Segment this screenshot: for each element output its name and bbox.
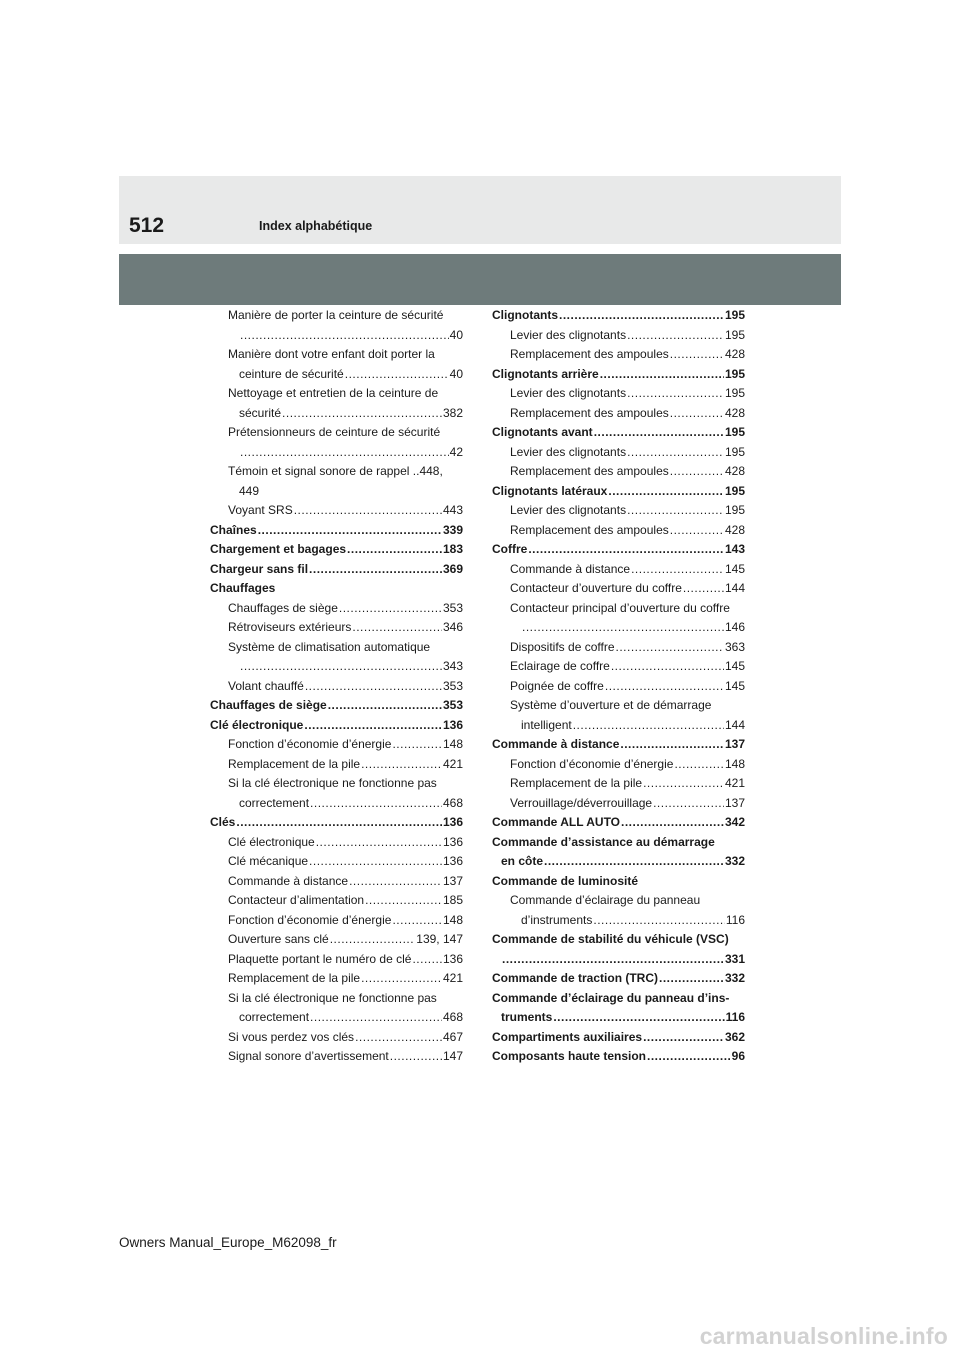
- index-entry-page: 332: [724, 854, 745, 868]
- index-entry: [492, 813, 745, 833]
- index-entry-label: Fonction d’économie d’énergie: [228, 737, 392, 751]
- header-bar: [119, 176, 841, 244]
- dot-leader: [643, 1028, 724, 1048]
- dot-leader: [236, 813, 442, 833]
- index-entry-label: Composants haute tension: [492, 1049, 647, 1063]
- index-entry-page: 421: [442, 756, 463, 771]
- page-number: 512: [129, 214, 165, 237]
- dot-leader: [528, 540, 724, 560]
- index-entry: [492, 950, 745, 970]
- index-entry: [210, 755, 463, 775]
- index-entry-page: 136: [442, 951, 463, 966]
- index-entry: [210, 560, 463, 580]
- index-entry: [210, 813, 463, 833]
- index-entry-page: 339: [442, 522, 463, 537]
- index-entry: [210, 872, 463, 892]
- index-entry-page: 185: [442, 893, 463, 907]
- index-entry-label: Chargement et bagages: [210, 542, 347, 556]
- index-entry: [210, 618, 463, 638]
- dot-leader: [594, 423, 724, 443]
- index-entry-label: d’instruments: [521, 912, 593, 927]
- index-entry: [210, 384, 463, 404]
- index-entry: [492, 638, 745, 658]
- index-entry-label: Chargeur sans fil: [210, 561, 309, 576]
- dot-leader: [310, 794, 442, 814]
- index-entry-page: 137: [724, 737, 745, 751]
- index-entry-page: 468: [442, 1010, 463, 1024]
- index-entry-page: 195: [724, 366, 745, 381]
- dot-leader: [573, 716, 724, 736]
- dot-leader: [352, 618, 442, 638]
- dot-leader: [361, 969, 442, 989]
- index-entry-label: Commande d’éclairage du panneau d’ins-: [492, 990, 730, 1005]
- index-entry: [210, 969, 463, 989]
- dot-leader: [670, 345, 724, 365]
- index-entry: [492, 716, 745, 736]
- index-entry-label: Chauffages: [210, 581, 276, 595]
- index-entry: [210, 735, 463, 755]
- index-entry: [210, 443, 463, 463]
- index-entry: [492, 345, 745, 365]
- dot-leader: [627, 443, 724, 463]
- index-entry: [492, 540, 745, 560]
- index-entry-label: Chaînes: [210, 522, 257, 537]
- index-entry-label: Fonction d’économie d’énergie: [510, 756, 674, 771]
- index-entry-label: Remplacement de la pile: [228, 971, 361, 985]
- index-entry-label: Clignotants arrière: [492, 366, 599, 381]
- index-entry-label: Commande d’assistance au démarrage: [492, 834, 715, 849]
- index-entry-label: Ouverture sans clé: [228, 932, 329, 946]
- index-entry-label: Clignotants: [492, 308, 558, 322]
- index-entry: [210, 716, 463, 736]
- index-entry-page: 136: [442, 815, 463, 829]
- index-entry-page: 443: [442, 503, 463, 517]
- index-entry-page: 195: [724, 483, 745, 498]
- index-entry: [492, 1008, 745, 1028]
- index-entry-label: Nettoyage et entretien de la ceinture de: [228, 386, 439, 400]
- index-entry-label: intelligent: [521, 717, 572, 732]
- index-entry-label: Chauffages de siège: [228, 600, 338, 615]
- index-entry-page: 421: [442, 971, 463, 985]
- index-entry: [492, 423, 745, 443]
- dot-leader: [659, 969, 724, 989]
- index-entry-page: 353: [442, 600, 463, 615]
- index-entry-page: 195: [724, 327, 745, 342]
- dot-leader: [674, 755, 724, 775]
- dot-leader: [304, 716, 442, 736]
- dot-leader: [643, 774, 724, 794]
- index-entry-page: 137: [724, 795, 745, 810]
- index-entry: [492, 1047, 745, 1067]
- index-entry-page: 40: [449, 366, 463, 381]
- index-entry-page: 136: [442, 834, 463, 849]
- index-entry-page: 428: [724, 405, 745, 420]
- dot-leader: [605, 677, 724, 697]
- dot-leader: [240, 443, 449, 463]
- index-entry-label: ceinture de sécurité: [239, 366, 344, 381]
- index-entry: [492, 969, 745, 989]
- index-entry-page: 42: [449, 444, 463, 459]
- index-entry: [492, 521, 745, 541]
- index-entry: [210, 638, 463, 658]
- index-entry-label: Rétroviseurs extérieurs: [228, 620, 352, 634]
- index-entry-page: 195: [724, 444, 745, 459]
- index-entry-label: Coffre: [492, 542, 528, 556]
- index-entry: [492, 677, 745, 697]
- index-entry-label: Voyant SRS: [228, 503, 293, 517]
- index-entry: [492, 930, 745, 950]
- index-entry: [210, 482, 463, 502]
- dot-leader: [616, 638, 724, 658]
- index-entry-label: Contacteur principal d’ouverture du coffre: [510, 600, 730, 615]
- index-entry: [210, 950, 463, 970]
- index-entry-label: Signal sonore d’avertissement: [228, 1049, 389, 1063]
- dot-leader: [390, 1047, 442, 1067]
- dot-leader: [653, 794, 724, 814]
- index-entry-label: 449: [239, 483, 260, 498]
- dot-leader: [392, 735, 442, 755]
- index-entry-label: correctement: [239, 795, 310, 810]
- dot-leader: [309, 560, 442, 580]
- dot-leader: [361, 755, 442, 775]
- index-entry-page: 428: [724, 464, 745, 478]
- index-entry-page: 346: [442, 620, 463, 634]
- dot-leader: [282, 404, 442, 424]
- index-entry-page: 428: [724, 347, 745, 361]
- dot-leader: [328, 696, 442, 716]
- index-entry: [210, 599, 463, 619]
- index-entry-page: 136: [442, 717, 463, 732]
- index-entry: [492, 306, 745, 326]
- index-entry: [210, 423, 463, 443]
- index-entry-label: Levier des clignotants: [510, 444, 627, 459]
- index-entry: [210, 579, 463, 599]
- index-entry: [492, 696, 745, 716]
- index-entry: [210, 1028, 463, 1048]
- index-entry-label: Prétensionneurs de ceinture de sécurité: [228, 425, 441, 439]
- index-entry-page: 195: [724, 503, 745, 517]
- index-entry: [210, 365, 463, 385]
- index-entry-label: sécurité: [239, 405, 282, 420]
- dot-leader: [240, 657, 442, 677]
- dot-leader: [553, 1008, 724, 1028]
- index-entry-label: Contacteur d’alimentation: [228, 893, 365, 907]
- index-entry-page: 382: [442, 405, 463, 420]
- index-entry-label: Commande ALL AUTO: [492, 815, 621, 829]
- index-entry: [492, 462, 745, 482]
- index-entry-page: 331: [724, 951, 745, 966]
- dot-leader: [683, 579, 724, 599]
- index-entry: [492, 1028, 745, 1048]
- index-entry: [492, 872, 745, 892]
- index-entry: [492, 794, 745, 814]
- dot-leader: [600, 365, 724, 385]
- dot-leader: [345, 365, 449, 385]
- index-entry-page: 342: [724, 815, 745, 829]
- dot-leader: [559, 306, 724, 326]
- index-entry-page: 136: [442, 854, 463, 868]
- index-entry-page: 421: [724, 776, 745, 790]
- index-entry-page: 353: [442, 698, 463, 712]
- dot-leader: [627, 501, 724, 521]
- index-entry-page: 148: [442, 737, 463, 751]
- index-entry: [210, 794, 463, 814]
- index-entry-label: Dispositifs de coffre: [510, 639, 615, 654]
- dot-leader: [608, 482, 724, 502]
- index-entry: [210, 696, 463, 716]
- index-entry: [492, 560, 745, 580]
- index-entry-label: Compartiments auxiliaires: [492, 1029, 643, 1044]
- index-entry-label: en côte: [501, 854, 544, 868]
- index-entry: [210, 306, 463, 326]
- index-entry-label: Commande à distance: [492, 737, 620, 751]
- index-entry-page: 116: [725, 1010, 745, 1024]
- dot-leader: [502, 950, 724, 970]
- index-entry: [492, 443, 745, 463]
- dot-leader: [309, 852, 442, 872]
- index-entry: [210, 677, 463, 697]
- index-entry-label: Clé mécanique: [228, 854, 309, 868]
- index-entry-page: 195: [724, 386, 745, 400]
- index-entry-label: Clé électronique: [210, 717, 304, 732]
- index-entry: [492, 911, 745, 931]
- index-entry-page: 148: [442, 912, 463, 927]
- index-entry-label: Commande à distance: [228, 873, 349, 888]
- index-entry: [492, 404, 745, 424]
- index-entry-page: 362: [724, 1029, 745, 1044]
- dot-leader: [627, 326, 724, 346]
- index-entry-label: Commande à distance: [510, 561, 631, 576]
- index-entry: [492, 891, 745, 911]
- dot-leader: [355, 1028, 442, 1048]
- index-entry-label: Remplacement des ampoules: [510, 405, 669, 420]
- dot-leader: [392, 911, 442, 931]
- index-column-left: [210, 306, 463, 1067]
- dot-leader: [631, 560, 724, 580]
- index-entry-label: Remplacement des ampoules: [510, 464, 669, 478]
- index-entry-page: 369: [442, 561, 463, 576]
- index-entry: [492, 755, 745, 775]
- index-entry: [210, 501, 463, 521]
- index-entry-page: 144: [724, 581, 745, 595]
- index-entry-page: 137: [442, 873, 463, 888]
- index-entry-page: 343: [442, 659, 463, 673]
- index-entry: [492, 384, 745, 404]
- index-entry-label: Commande de traction (TRC): [492, 971, 659, 985]
- index-entry-page: 428: [724, 522, 745, 537]
- index-entry-label: Remplacement des ampoules: [510, 522, 669, 537]
- index-entry-label: Si la clé électronique ne fonctionne pas: [228, 776, 437, 790]
- dot-leader: [258, 521, 442, 541]
- index-entry-label: Volant chauffé: [228, 678, 304, 693]
- dot-leader: [240, 326, 449, 346]
- dot-leader: [522, 618, 724, 638]
- index-entry: [492, 657, 745, 677]
- index-entry: [492, 482, 745, 502]
- index-entry-page: 146: [724, 620, 745, 634]
- index-entry: [210, 1008, 463, 1028]
- index-entry: [492, 774, 745, 794]
- dot-leader: [620, 735, 724, 755]
- dot-leader: [647, 1047, 731, 1067]
- index-entry-page: 467: [442, 1029, 463, 1044]
- index-entry-page: 145: [724, 678, 745, 693]
- index-entry-label: Contacteur d’ouverture du coffre: [510, 581, 682, 595]
- index-entry: [210, 345, 463, 365]
- index-entry: [210, 657, 463, 677]
- index-entry: [210, 521, 463, 541]
- dot-leader: [349, 872, 442, 892]
- footer-manual-id: Owners Manual_Europe_M62098_fr: [119, 1235, 337, 1250]
- index-entry-page: 148: [724, 756, 745, 771]
- dot-leader: [670, 521, 724, 541]
- index-entry: [492, 326, 745, 346]
- index-entry-label: Plaquette portant le numéro de clé: [228, 951, 412, 966]
- index-entry-label: Chauffages de siège: [210, 698, 327, 712]
- dot-leader: [611, 657, 724, 677]
- index-entry-label: Levier des clignotants: [510, 327, 627, 342]
- index-entry-page: 96: [731, 1049, 745, 1063]
- dot-leader: [544, 852, 724, 872]
- index-entry: [492, 501, 745, 521]
- dot-leader: [670, 462, 724, 482]
- index-entry-page: 40: [449, 327, 463, 342]
- index-entry-page: 139, 147: [416, 932, 463, 946]
- index-entry-label: Levier des clignotants: [510, 386, 627, 400]
- index-entry: [492, 833, 745, 853]
- index-entry-label: Poignée de coffre: [510, 678, 604, 693]
- index-entry: [492, 735, 745, 755]
- index-entry-page: 145: [724, 561, 745, 576]
- index-entry-label: Clés: [210, 815, 236, 829]
- index-entry-label: Manière de porter la ceinture de sécurité: [228, 308, 444, 322]
- index-entry-label: Clignotants avant: [492, 425, 593, 439]
- watermark: carmanualsonline.info: [699, 1323, 948, 1349]
- index-entry-label: Eclairage de coffre: [510, 659, 610, 673]
- index-entry: [210, 404, 463, 424]
- index-entry: [210, 326, 463, 346]
- index-entry: [210, 891, 463, 911]
- dot-leader: [339, 599, 442, 619]
- index-entry: [210, 774, 463, 794]
- index-entry-page: 332: [724, 971, 745, 985]
- index-entry-label: Système d’ouverture et de démarrage: [510, 698, 712, 712]
- dot-leader: [310, 1008, 442, 1028]
- index-entry-label: Clé électronique: [228, 834, 315, 849]
- dot-leader: [330, 930, 416, 950]
- dot-leader: [593, 911, 724, 931]
- dot-leader: [305, 677, 442, 697]
- index-entry-page: 143: [724, 542, 745, 556]
- index-entry: [210, 462, 463, 482]
- dot-leader: [347, 540, 442, 560]
- dot-leader: [627, 384, 724, 404]
- index-entry: [210, 1047, 463, 1067]
- index-entry-label: Commande d’éclairage du panneau: [510, 893, 701, 907]
- index-entry-page: 145: [724, 659, 745, 673]
- index-entry-label: Commande de luminosité: [492, 873, 639, 888]
- index-entry-label: Levier des clignotants: [510, 503, 627, 517]
- index-entry: [492, 365, 745, 385]
- index-entry: [492, 599, 745, 619]
- index-entry-label: Clignotants latéraux: [492, 483, 608, 498]
- dot-leader: [294, 501, 442, 521]
- dot-leader: [670, 404, 724, 424]
- index-entry-page: 468: [442, 795, 463, 810]
- index-entry-label: Si vous perdez vos clés: [228, 1029, 355, 1044]
- index-entry: [210, 833, 463, 853]
- index-entry-label: Remplacement des ampoules: [510, 347, 669, 361]
- index-entry-page: 195: [724, 308, 745, 322]
- index-entry-page: 363: [724, 639, 745, 654]
- index-entry-label: Témoin et signal sonore de rappel ..448,: [228, 464, 443, 478]
- index-entry: [210, 930, 463, 950]
- index-column-right: [492, 306, 745, 1067]
- index-entry-label: Commande de stabilité du véhicule (VSC): [492, 932, 729, 946]
- index-entry-page: 195: [724, 425, 745, 439]
- index-entry-page: 116: [725, 912, 745, 927]
- index-entry: [492, 989, 745, 1009]
- dot-leader: [365, 891, 442, 911]
- index-entry-label: truments: [501, 1010, 553, 1024]
- index-entry-label: Fonction d’économie d’énergie: [228, 912, 392, 927]
- index-entry: [210, 540, 463, 560]
- index-entry: [492, 618, 745, 638]
- header-band: [119, 254, 841, 305]
- index-entry: [492, 852, 745, 872]
- index-entry-label: Système de climatisation automatique: [228, 639, 431, 654]
- index-entry-page: 147: [442, 1049, 463, 1063]
- index-entry-label: Remplacement de la pile: [510, 776, 643, 790]
- index-entry-label: Si la clé électronique ne fonctionne pas: [228, 990, 437, 1005]
- section-title: Index alphabétique: [259, 219, 373, 233]
- dot-leader: [412, 950, 442, 970]
- index-entry: [492, 579, 745, 599]
- index-entry-page: 183: [442, 542, 463, 556]
- index-entry-label: correctement: [239, 1010, 310, 1024]
- index-entry-page: 144: [724, 717, 745, 732]
- index-entry: [210, 852, 463, 872]
- dot-leader: [621, 813, 724, 833]
- index-entry-page: 353: [442, 678, 463, 693]
- dot-leader: [316, 833, 442, 853]
- index-entry: [210, 989, 463, 1009]
- index-entry-label: Verrouillage/déverrouillage: [510, 795, 653, 810]
- index-entry: [210, 911, 463, 931]
- index-entry-label: Remplacement de la pile: [228, 756, 361, 771]
- index-entry-label: Manière dont votre enfant doit porter la: [228, 347, 435, 361]
